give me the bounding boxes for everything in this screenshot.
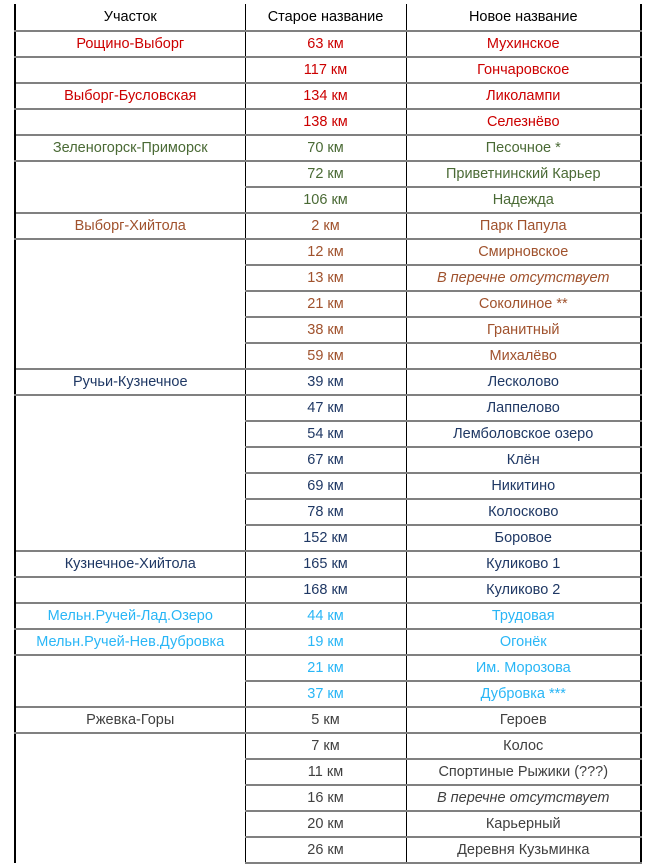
section-name-continuation-cell bbox=[15, 681, 245, 707]
old-name-cell: 21 км bbox=[245, 291, 406, 317]
new-name-cell: В перечне отсутствует bbox=[406, 785, 641, 811]
new-name-cell: Лемболовское озеро bbox=[406, 421, 641, 447]
column-header-section: Участок bbox=[15, 5, 245, 32]
old-name-cell: 19 км bbox=[245, 629, 406, 655]
section-name-continuation-cell bbox=[15, 499, 245, 525]
column-header-new-name: Новое название bbox=[406, 5, 641, 32]
table-row bbox=[15, 83, 641, 109]
new-name-cell: Гончаровское bbox=[406, 57, 641, 83]
section-name-cell: Выборг-Хийтола bbox=[15, 213, 245, 239]
table-row bbox=[15, 447, 641, 473]
section-name-cell: Мельн.Ручей-Лад.Озеро bbox=[15, 603, 245, 629]
station-renaming-table bbox=[14, 4, 642, 864]
section-name-cell: Зеленогорск-Приморск bbox=[15, 135, 245, 161]
old-name-cell: 21 км bbox=[245, 655, 406, 681]
section-name-continuation-cell bbox=[15, 57, 245, 83]
new-name-cell: Колосково bbox=[406, 499, 641, 525]
section-name-continuation-cell bbox=[15, 577, 245, 603]
old-name-cell: 54 км bbox=[245, 421, 406, 447]
header-row bbox=[15, 5, 641, 32]
table-row bbox=[15, 707, 641, 733]
new-name-cell: Деревня Кузьминка bbox=[406, 837, 641, 863]
table-body bbox=[15, 31, 641, 863]
table-row bbox=[15, 239, 641, 265]
new-name-cell: Приветнинский Карьер bbox=[406, 161, 641, 187]
section-name-continuation-cell bbox=[15, 187, 245, 213]
new-name-cell: Селезнёво bbox=[406, 109, 641, 135]
old-name-cell: 70 км bbox=[245, 135, 406, 161]
table-row bbox=[15, 733, 641, 759]
table-row bbox=[15, 421, 641, 447]
section-name-continuation-cell bbox=[15, 759, 245, 785]
new-name-cell: Парк Папула bbox=[406, 213, 641, 239]
table-header bbox=[15, 5, 641, 32]
new-name-cell: Боровое bbox=[406, 525, 641, 551]
column-header-old-name: Старое название bbox=[245, 5, 406, 32]
table-row bbox=[15, 837, 641, 863]
section-name-cell: Ручьи-Кузнечное bbox=[15, 369, 245, 395]
table-row bbox=[15, 109, 641, 135]
section-name-continuation-cell bbox=[15, 837, 245, 863]
section-name-cell: Рощино-Выборг bbox=[15, 31, 245, 57]
old-name-cell: 12 км bbox=[245, 239, 406, 265]
new-name-cell: Спортиные Рыжики (???) bbox=[406, 759, 641, 785]
new-name-cell: Лаппелово bbox=[406, 395, 641, 421]
table-row bbox=[15, 629, 641, 655]
table-row bbox=[15, 187, 641, 213]
old-name-cell: 168 км bbox=[245, 577, 406, 603]
new-name-cell: Огонёк bbox=[406, 629, 641, 655]
table-row bbox=[15, 291, 641, 317]
new-name-cell: Клён bbox=[406, 447, 641, 473]
section-name-continuation-cell bbox=[15, 525, 245, 551]
new-name-cell: Трудовая bbox=[406, 603, 641, 629]
new-name-cell: Соколиное ** bbox=[406, 291, 641, 317]
table-row bbox=[15, 343, 641, 369]
old-name-cell: 13 км bbox=[245, 265, 406, 291]
old-name-cell: 165 км bbox=[245, 551, 406, 577]
new-name-cell: Дубровка *** bbox=[406, 681, 641, 707]
old-name-cell: 2 км bbox=[245, 213, 406, 239]
section-name-cell: Ржевка-Горы bbox=[15, 707, 245, 733]
table-row bbox=[15, 213, 641, 239]
old-name-cell: 44 км bbox=[245, 603, 406, 629]
section-name-continuation-cell bbox=[15, 811, 245, 837]
new-name-cell: Гранитный bbox=[406, 317, 641, 343]
table-row bbox=[15, 551, 641, 577]
table-row bbox=[15, 161, 641, 187]
old-name-cell: 16 км bbox=[245, 785, 406, 811]
table-row bbox=[15, 499, 641, 525]
table-row bbox=[15, 759, 641, 785]
table-row bbox=[15, 317, 641, 343]
table-row bbox=[15, 473, 641, 499]
new-name-cell: Колос bbox=[406, 733, 641, 759]
section-name-continuation-cell bbox=[15, 343, 245, 369]
section-name-continuation-cell bbox=[15, 161, 245, 187]
section-name-continuation-cell bbox=[15, 447, 245, 473]
old-name-cell: 47 км bbox=[245, 395, 406, 421]
table-row bbox=[15, 369, 641, 395]
table-row bbox=[15, 135, 641, 161]
section-name-continuation-cell bbox=[15, 291, 245, 317]
section-name-continuation-cell bbox=[15, 395, 245, 421]
old-name-cell: 7 км bbox=[245, 733, 406, 759]
table-row bbox=[15, 525, 641, 551]
old-name-cell: 69 км bbox=[245, 473, 406, 499]
old-name-cell: 134 км bbox=[245, 83, 406, 109]
old-name-cell: 20 км bbox=[245, 811, 406, 837]
old-name-cell: 106 км bbox=[245, 187, 406, 213]
new-name-cell: Лесколово bbox=[406, 369, 641, 395]
new-name-cell: Им. Морозова bbox=[406, 655, 641, 681]
old-name-cell: 78 км bbox=[245, 499, 406, 525]
old-name-cell: 152 км bbox=[245, 525, 406, 551]
new-name-cell: Ликолампи bbox=[406, 83, 641, 109]
table-row bbox=[15, 57, 641, 83]
table-row bbox=[15, 577, 641, 603]
section-name-cell: Мельн.Ручей-Нев.Дубровка bbox=[15, 629, 245, 655]
section-name-continuation-cell bbox=[15, 733, 245, 759]
old-name-cell: 117 км bbox=[245, 57, 406, 83]
table-row bbox=[15, 681, 641, 707]
new-name-cell: Никитино bbox=[406, 473, 641, 499]
new-name-cell: Карьерный bbox=[406, 811, 641, 837]
new-name-cell: Песочное * bbox=[406, 135, 641, 161]
table-row bbox=[15, 655, 641, 681]
section-name-continuation-cell bbox=[15, 473, 245, 499]
section-name-cell: Выборг-Бусловская bbox=[15, 83, 245, 109]
old-name-cell: 26 км bbox=[245, 837, 406, 863]
new-name-cell: Героев bbox=[406, 707, 641, 733]
section-name-continuation-cell bbox=[15, 785, 245, 811]
old-name-cell: 63 км bbox=[245, 31, 406, 57]
new-name-cell: Мухинское bbox=[406, 31, 641, 57]
table-row bbox=[15, 785, 641, 811]
table-row bbox=[15, 31, 641, 57]
new-name-cell: Смирновское bbox=[406, 239, 641, 265]
old-name-cell: 38 км bbox=[245, 317, 406, 343]
section-name-continuation-cell bbox=[15, 265, 245, 291]
section-name-continuation-cell bbox=[15, 317, 245, 343]
section-name-continuation-cell bbox=[15, 655, 245, 681]
section-name-continuation-cell bbox=[15, 239, 245, 265]
old-name-cell: 5 км bbox=[245, 707, 406, 733]
section-name-continuation-cell bbox=[15, 421, 245, 447]
new-name-cell: Надежда bbox=[406, 187, 641, 213]
old-name-cell: 138 км bbox=[245, 109, 406, 135]
new-name-cell: Куликово 2 bbox=[406, 577, 641, 603]
section-name-continuation-cell bbox=[15, 109, 245, 135]
old-name-cell: 39 км bbox=[245, 369, 406, 395]
old-name-cell: 67 км bbox=[245, 447, 406, 473]
new-name-cell: В перечне отсутствует bbox=[406, 265, 641, 291]
table-row bbox=[15, 603, 641, 629]
new-name-cell: Михалёво bbox=[406, 343, 641, 369]
section-name-cell: Кузнечное-Хийтола bbox=[15, 551, 245, 577]
old-name-cell: 37 км bbox=[245, 681, 406, 707]
table-row bbox=[15, 395, 641, 421]
new-name-cell: Куликово 1 bbox=[406, 551, 641, 577]
old-name-cell: 11 км bbox=[245, 759, 406, 785]
table-row bbox=[15, 265, 641, 291]
old-name-cell: 72 км bbox=[245, 161, 406, 187]
old-name-cell: 59 км bbox=[245, 343, 406, 369]
table-row bbox=[15, 811, 641, 837]
